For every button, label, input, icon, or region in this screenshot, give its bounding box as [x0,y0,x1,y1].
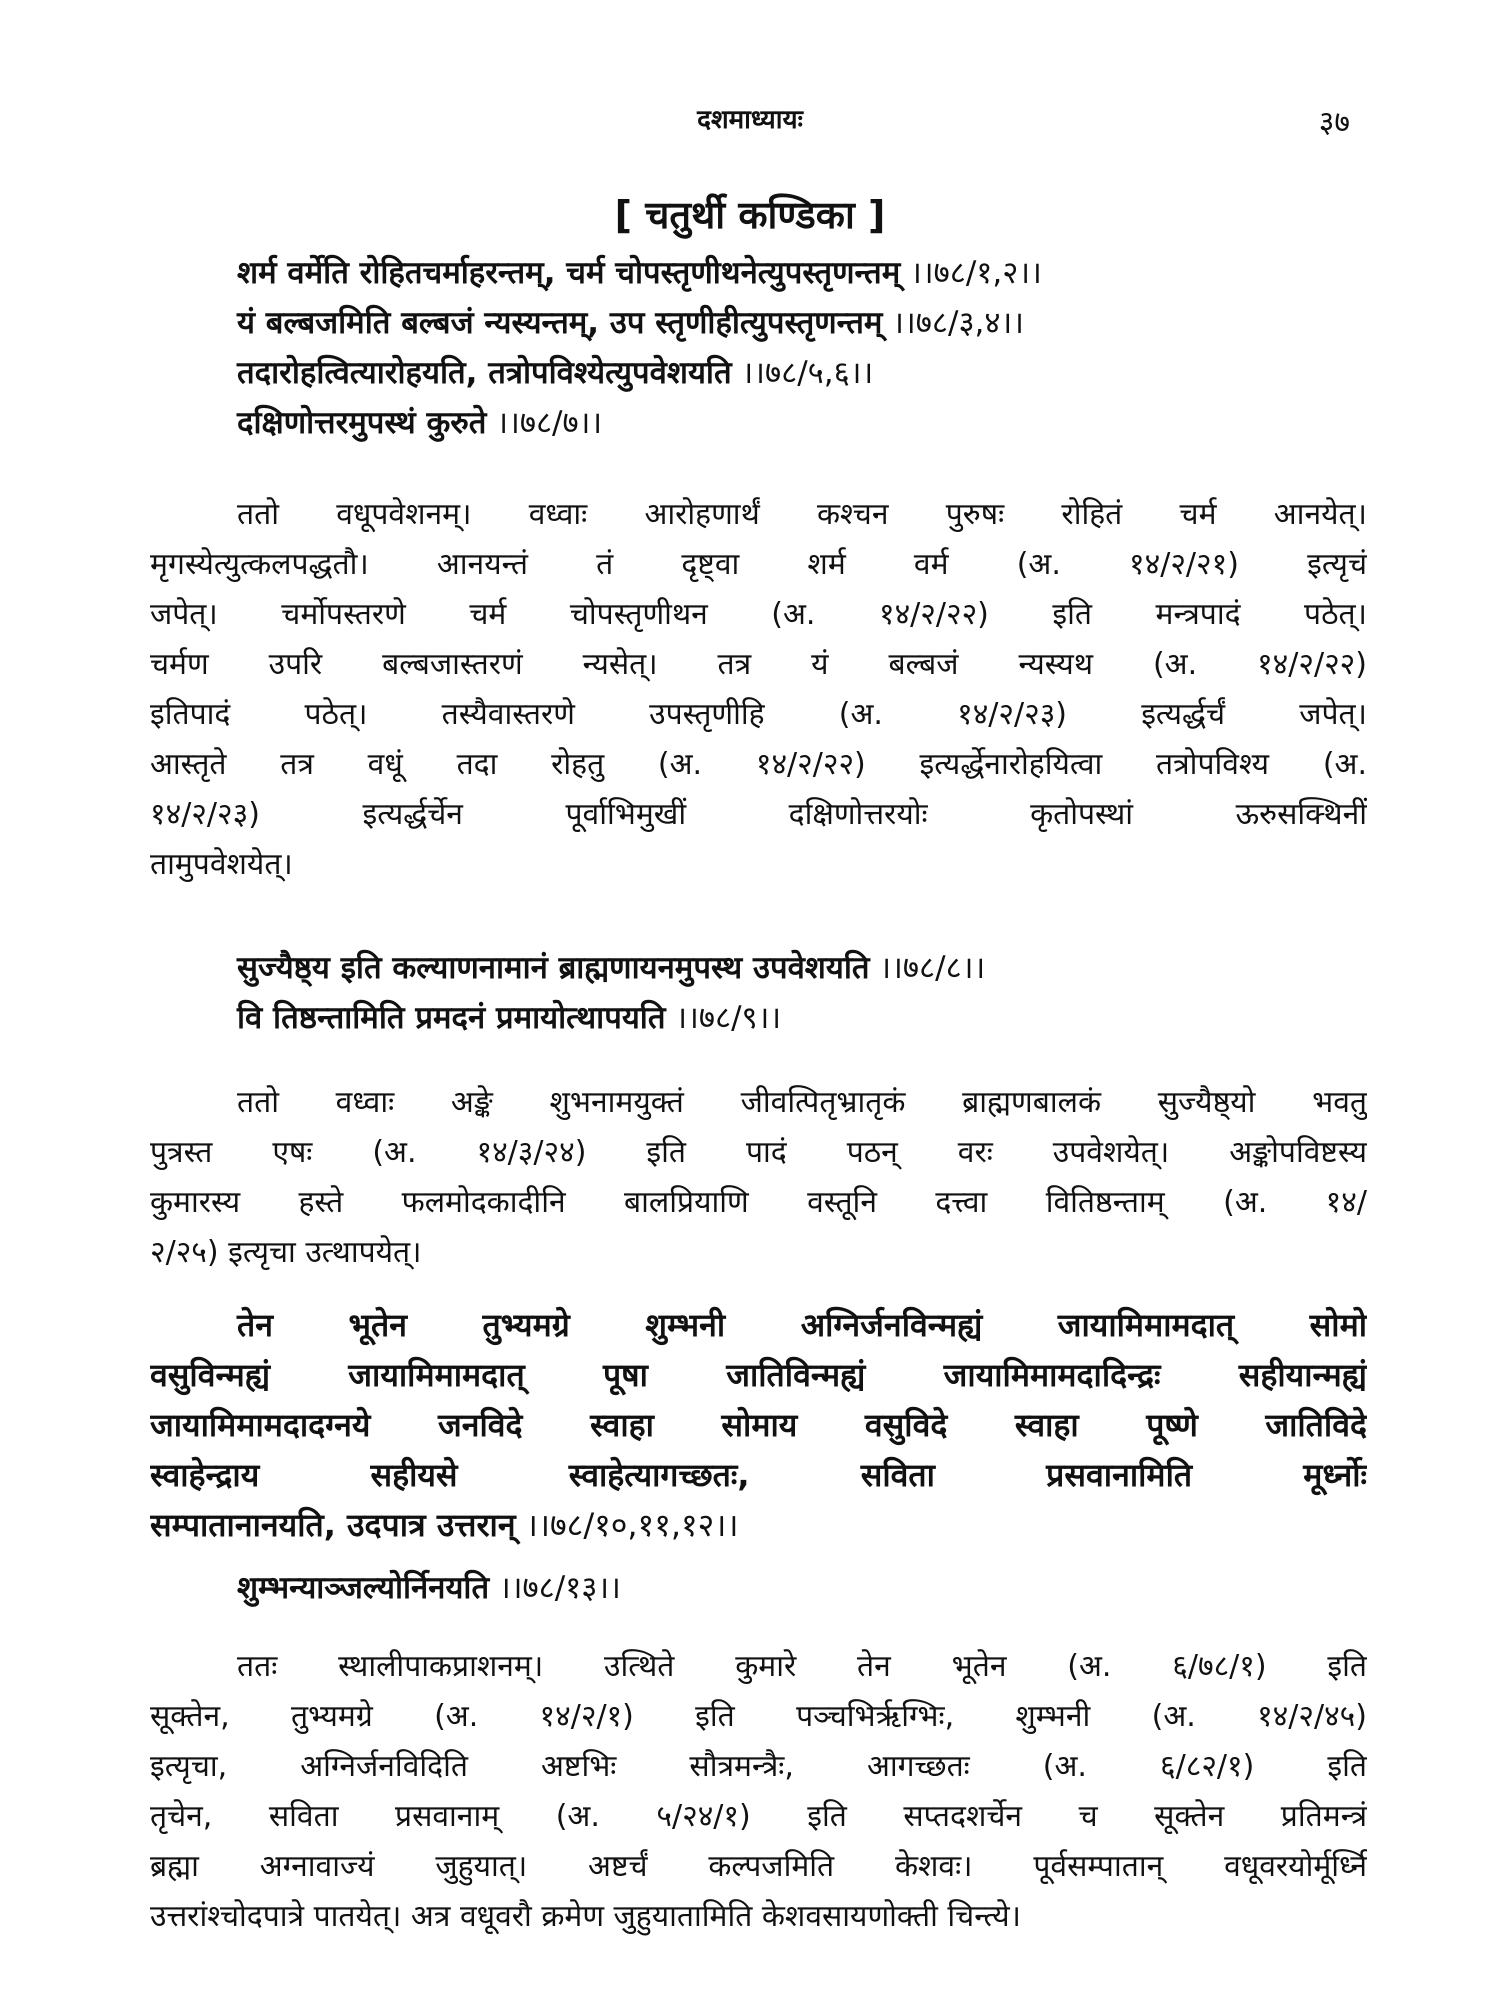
commentary-line: २/२५) इत्यृचा उत्थापयेत्। [150,1235,422,1270]
sutra-text: सम्पातानानयति, उदपात्र उत्तरान् [150,1506,516,1544]
section-title: [ चतुर्थी कण्डिका ] [614,193,886,237]
sutra-text: तदारोहत्वित्यारोहयति, तत्रोपविश्येत्युपवेशयति [237,355,732,391]
sutra-line [237,248,1367,298]
sutra-line: स्वाहेन्द्राय सहीयसे स्वाहेत्यागच्छतः, सविता प्रसवानामिति मूर्ध्नोः [150,1456,1367,1494]
sutra-line [237,298,1367,348]
sutra-ref: ।।७८/१३।। [489,1570,621,1606]
commentary-line: १४/२/२३) इत्यर्द्धर्चेन पूर्वाभिमुखीं दक्षिणोत्तरयोः कृतोपस्थां ऊरुसक्थिनीं [150,797,1367,832]
commentary-line: इत्यृचा, अग्निर्जनविदिति अष्टभिः सौत्रमन्त्रैः, आगच्छतः (अ. ६/८२/१) इति [150,1749,1367,1784]
commentary-line: जपेत्। चर्मोपस्तरणे चर्म चोपस्तृणीथन (अ. १४/२/२२) इति मन्त्रपादं पठेत्। [150,597,1367,632]
sutra-line [237,348,1367,398]
commentary-line: सूक्तेन, तुभ्यमग्रे (अ. १४/२/१) इति पञ्चभिर्ऋग्भिः, शुम्भनी (अ. १४/२/४५) [150,1699,1367,1734]
sutra-ref: ।।७८/३,४।। [882,305,1025,341]
sutra-text: यं बल्बजमिति बल्बजं न्यस्यन्तम्, उप स्तृणीहीत्युपस्तृणन्तम् [237,305,883,341]
commentary-line: ततो वधूपवेशनम्। वध्वाः आरोहणार्थं कश्चन पुरुषः रोहितं चर्म आनयेत्। [237,497,1367,532]
sutra-text: वि तिष्ठन्तामिति प्रमदनं प्रमायोत्थापयति [237,1000,666,1036]
commentary-line: ततः स्थालीपाकप्राशनम्। उत्थिते कुमारे तेन भूतेन (अ. ६/७८/१) इति [237,1649,1367,1684]
sutra-ref: ।।७८/१,२।। [900,255,1042,291]
commentary-line: चर्मण उपरि बल्बजास्तरणं न्यसेत्। तत्र यं बल्बजं न्यस्यथ (अ. १४/२/२२) [150,647,1367,682]
sutra-ref: ।।७८/८।। [869,950,986,986]
sutra-block-1 [237,248,1367,448]
sutra-text: दक्षिणोत्तरमुपस्थं कुरुते [237,405,487,441]
sutra-text: शुम्भन्याञ्जल्योर्निनयति [237,1570,490,1606]
sutra-text: सुज्यैष्ठ्य इति कल्याणनामानं ब्राह्मणायनमुपस्थ उपवेशयति [237,950,870,986]
sutra-line [237,1563,1367,1613]
running-head: दशमाध्यायः [697,105,803,135]
sutra-ref: ।।७८/१०,११,१२।। [515,1506,739,1544]
sutra-line [237,398,1367,448]
commentary-line: ततो वध्वाः अङ्के शुभनामयुक्तं जीवत्पितृभ्रातृकं ब्राह्मणबालकं सुज्यैष्ठ्यो भवतु [237,1085,1367,1120]
sutra-line: तेन भूतेन तुभ्यमग्रे शुम्भनी अग्निर्जनविन्मह्यं जायामिमामदात् सोमो [237,1306,1367,1344]
sutra-block-2 [237,943,1367,1043]
sutra-ref: ।।७८/७।। [486,405,603,441]
sutra-line: वसुविन्मह्यं जायामिमामदात् पूषा जातिविन्मह्यं जायामिमामदादिन्द्रः सहीयान्मह्यं [150,1356,1367,1394]
sutra-block-long [150,1300,1367,1550]
commentary-line: कुमारस्य हस्ते फलमोदकादीनि बालप्रियाणि वस्तूनि दत्त्वा वितिष्ठन्ताम् (अ. १४/ [150,1185,1367,1220]
sutra-ref: ।।७८/५,६।। [731,355,874,391]
commentary-line: पुत्रस्त एषः (अ. १४/३/२४) इति पादं पठन् वरः उपवेशयेत्। अङ्कोपविष्टस्य [150,1135,1367,1170]
commentary-block-2 [150,1078,1367,1278]
sutra-line [237,993,1367,1043]
sutra-line [237,943,1367,993]
commentary-line: इतिपादं पठेत्। तस्यैवास्तरणे उपस्तृणीहि (अ. १४/२/२३) इत्यर्द्धर्चं जपेत्। [150,697,1367,732]
commentary-line: उत्तरांश्चोदपात्रे पातयेत्। अत्र वधूवरौ क्रमेण जुहुयातामिति केशवसायणोक्ती चिन्त्ये। [150,1899,1021,1934]
sutra-text: शर्म वर्मेति रोहितचर्माहरन्तम्, चर्म चोपस्तृणीथनेत्युपस्तृणन्तम् [237,255,901,291]
commentary-block-3 [150,1642,1367,1942]
sutra-line [150,1500,1367,1550]
commentary-line: आस्तृते तत्र वधूं तदा रोहतु (अ. १४/२/२२) इत्यर्द्धेनारोहयित्वा तत्रोपविश्य (अ. [150,747,1367,782]
commentary-line: ब्रह्मा अग्नावाज्यं जुहुयात्। अष्टर्चं कल्पजमिति केशवः। पूर्वसम्पातान् वधूवरयोर्मूर्ध्नि [150,1849,1367,1884]
commentary-line: मृगस्येत्युत्कलपद्धतौ। आनयन्तं तं दृष्ट्वा शर्म वर्म (अ. १४/२/२१) इत्यृचं [150,547,1367,582]
commentary-block-1 [150,490,1367,890]
commentary-line: तामुपवेशयेत्। [150,847,293,882]
commentary-line: तृचेन, सविता प्रसवानाम् (अ. ५/२४/१) इति सप्तदशर्चेन च सूक्तेन प्रतिमन्त्रं [150,1799,1367,1834]
sutra-ref: ।।७८/९।। [665,1000,782,1036]
page-number: ३७ [1318,105,1350,140]
sutra-block-3 [237,1563,1367,1613]
sutra-line: जायामिमामदादग्नये जनविदे स्वाहा सोमाय वसुविदे स्वाहा पूष्णे जातिविदे [150,1406,1367,1444]
